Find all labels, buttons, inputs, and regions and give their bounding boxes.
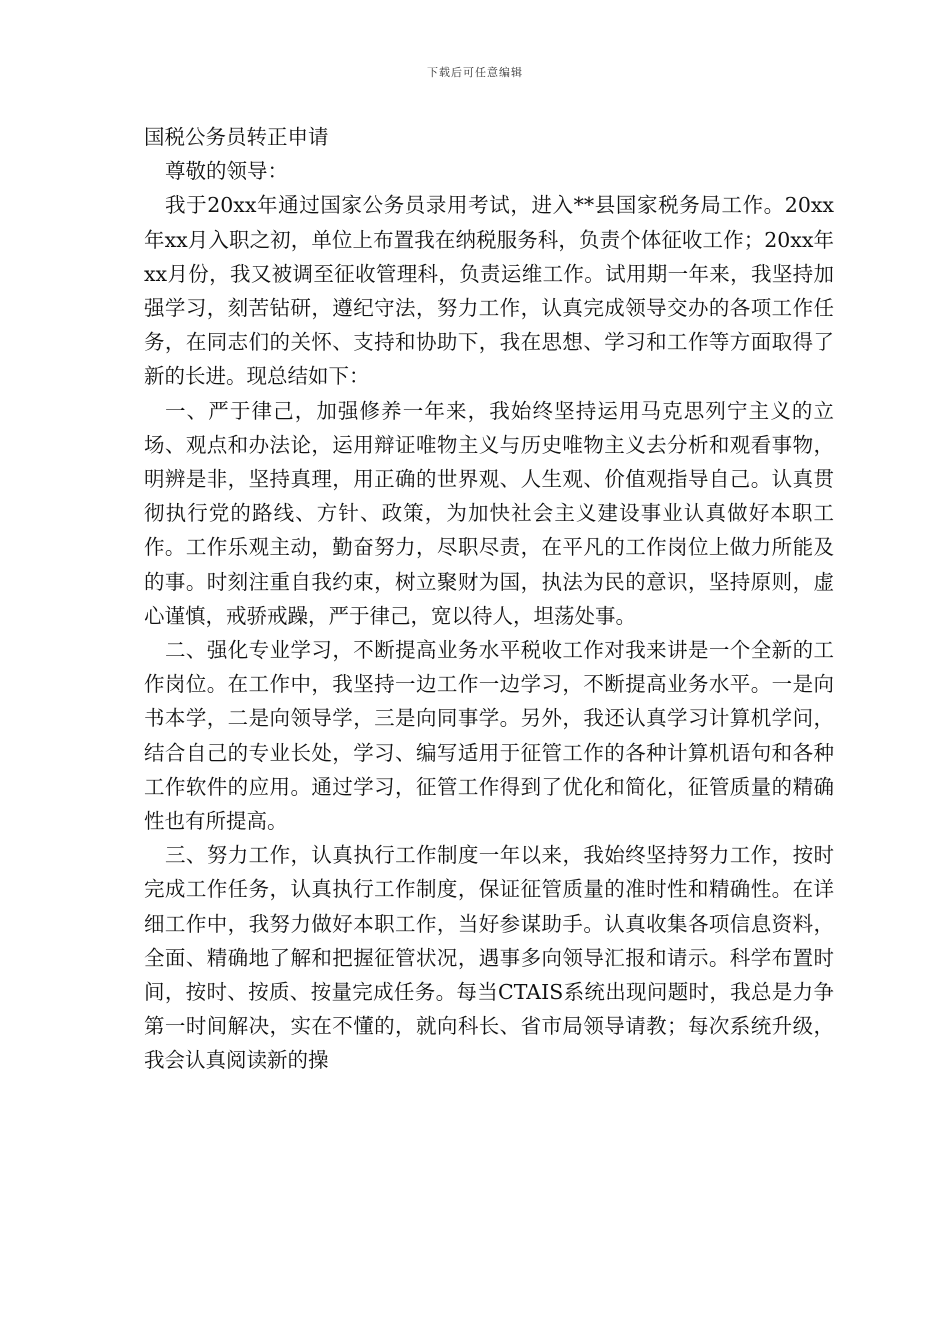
page-header: 下载后可任意编辑 <box>427 66 523 79</box>
document-title: 国税公务员转正申请 <box>144 125 329 149</box>
paragraph-section-3: 三、努力工作，认真执行工作制度一年以来，我始终坚持努力工作，按时完成工作任务，认真执行工作制度，保证征管质量的准时性和精确性。在详细工作中，我努力做好本职工作，当好参谋助手。认真收集各项信息资料，全面、精确地了解和把握征管状况，遇事多向领导汇报和请示。科学布置时间，按时、按质、按量完成任务。每当CTAIS系统出现问题时，我总是力争第一时间解决，实在不懂的，就向科长、省市局领导请教；每次系统升级，我会认真阅读新的操 <box>144 843 834 1073</box>
paragraph-section-2: 二、强化专业学习，不断提高业务水平税收工作对我来讲是一个全新的工作岗位。在工作中，我坚持一边工作一边学习，不断提高业务水平。一是向书本学，二是向领导学，三是向同事学。另外，我还认真学习计算机学问，结合自己的专业长处，学习、编写适用于征管工作的各种计算机语句和各种工作软件的应用。通过学习，征管工作得到了优化和简化，征管质量的精确性也有所提高。 <box>144 638 834 834</box>
paragraph-section-1: 一、严于律己，加强修养一年来，我始终坚持运用马克思列宁主义的立场、观点和办法论，运用辩证唯物主义与历史唯物主义去分析和观看事物，明辨是非，坚持真理，用正确的世界观、人生观、价值观指导自己。认真贯彻执行党的路线、方针、政策，为加快社会主义建设事业认真做好本职工作。工作乐观主动，勤奋努力，尽职尽责，在平凡的工作岗位上做力所能及的事。时刻注重自我约束，树立聚财为国，执法为民的意识，坚持原则，虚心谨慎，戒骄戒躁，严于律己，宽以待人，坦荡处事。 <box>144 398 834 628</box>
salutation: 尊敬的领导： <box>165 159 288 184</box>
paragraph-intro: 我于20xx年通过国家公务员录用考试，进入**县国家税务局工作。20xx年xx月入职之初，单位上布置我在纳税服务科，负责个体征收工作；20xx年xx月份，我又被调至征收管理科，负责运维工作。试用期一年来，我坚持加强学习，刻苦钻研，遵纪守法，努力工作，认真完成领导交办的各项工作任务，在同志们的关怀、支持和协助下，我在思想、学习和工作等方面取得了新的长进。现总结如下： <box>144 193 834 389</box>
document-body <box>144 120 834 1078</box>
